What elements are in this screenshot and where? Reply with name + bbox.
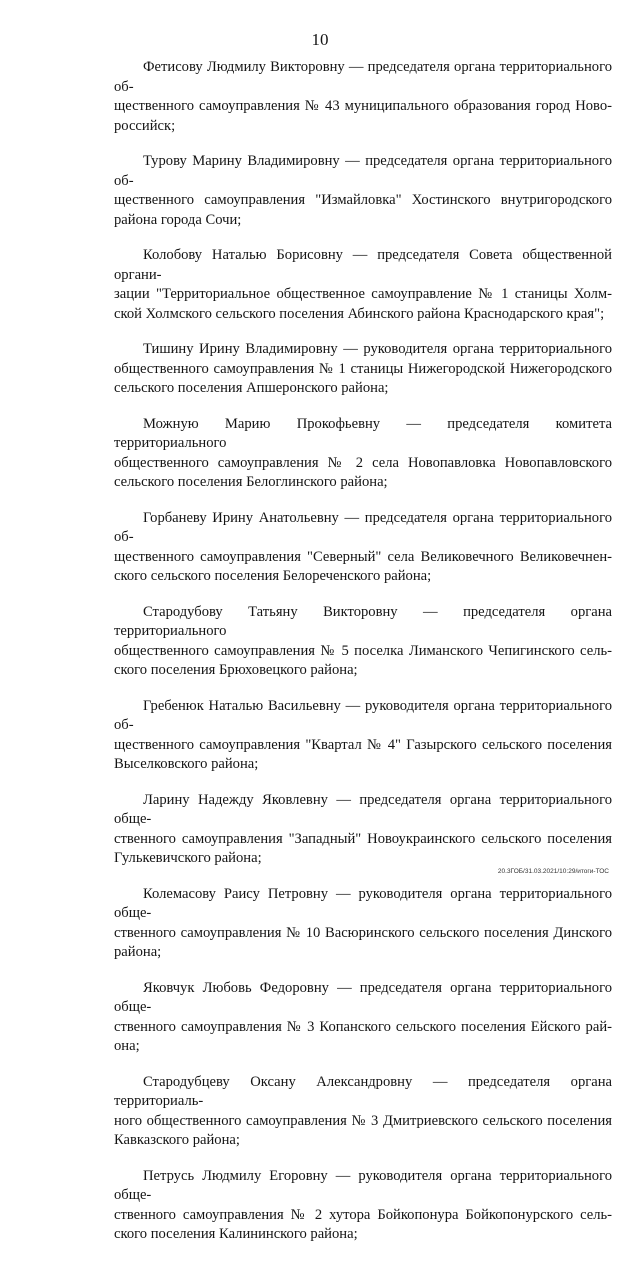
entry-line: Ларину Надежду Яковлевну — председателя органа территориального обще- <box>114 791 612 827</box>
entry-line: Турову Марину Владимировну — председателя органа территориального об- <box>114 153 612 189</box>
entry-line: ственного самоуправления № 3 Копанского сельского поселения Ейского рай- <box>114 1018 612 1035</box>
award-entry <box>114 697 612 775</box>
entry-line: ного общественного самоуправления № 3 Дмитриевского сельского поселения <box>114 1112 612 1129</box>
entry-line: Колемасову Раису Петровну — руководителя органа территориального обще- <box>114 885 612 921</box>
entry-line: Тишину Ирину Владимировну — руководителя органа территориального <box>143 341 612 357</box>
entry-line: Фетисову Людмилу Викторовну — председателя органа территориального об- <box>114 59 612 95</box>
entry-line: Стародубцеву Оксану Александровну — председателя органа территориаль- <box>114 1073 612 1109</box>
award-entry <box>114 1073 612 1151</box>
entry-line: ской Холмского сельского поселения Абинского района Краснодарского края"; <box>114 305 605 322</box>
page-number: 10 <box>311 30 329 49</box>
document-footer-code: 20.3ГОБ/31.03.2021/10:29/итоги-ТОС <box>497 868 609 875</box>
award-entry <box>114 1167 612 1245</box>
award-entry <box>114 979 612 1057</box>
entry-line: Выселковского района; <box>114 756 259 772</box>
entry-line: Гулькевичского района; <box>114 850 262 866</box>
entry-line: российск; <box>114 117 176 134</box>
award-entry <box>114 152 612 230</box>
entry-line: щественного самоуправления "Измайловка" Хостинского внутригородского <box>114 192 612 208</box>
entry-line: ского поселения Брюховецкого района; <box>114 662 358 678</box>
entry-line: Колобову Наталью Борисовну — председателя Совета общественной органи- <box>114 247 612 283</box>
entry-line: сельского поселения Апшеронского района; <box>114 380 389 396</box>
entry-line: ственного самоуправления № 2 хутора Бойкопонура Бойкопонурского сель- <box>114 1206 612 1223</box>
entry-line: Кавказского района; <box>114 1132 240 1148</box>
entry-line: ственного самоуправления "Западный" Новоукраинского сельского поселения <box>114 830 612 847</box>
entry-line: района города Сочи; <box>114 211 242 228</box>
award-entry <box>114 603 612 681</box>
entry-line: ского поселения Калининского района; <box>114 1226 358 1242</box>
entry-line: щественного самоуправления № 43 муниципального образования город Ново- <box>114 98 612 114</box>
entry-line: зации "Территориальное общественное самоуправление № 1 станицы Холм- <box>114 286 612 302</box>
award-entry <box>114 58 612 136</box>
entry-line: ского сельского поселения Белореченского района; <box>114 568 432 584</box>
entry-line: она; <box>114 1038 140 1054</box>
award-entry <box>114 415 612 493</box>
entry-line: района; <box>114 944 162 960</box>
award-entry <box>114 246 612 324</box>
entry-line: Гребенюк Наталью Васильевну — руководителя органа территориального об- <box>114 697 612 733</box>
entry-line: общественного самоуправления № 2 села Новопавловка Новопавловского <box>114 454 612 471</box>
entry-line: общественного самоуправления № 1 станицы Нижегородской Нижегородского <box>114 360 612 377</box>
award-entry <box>114 791 612 869</box>
award-entry <box>114 509 612 587</box>
entry-line: Можную Марию Прокофьевну — председателя комитета территориального <box>114 415 612 451</box>
award-entry <box>114 885 612 963</box>
entry-line: ственного самоуправления № 10 Васюринского сельского поселения Динского <box>114 924 612 941</box>
entry-line: щественного самоуправления "Квартал № 4" Газырского сельского поселения <box>114 736 612 753</box>
document-body <box>114 58 612 1261</box>
entry-line: Горбаневу Ирину Анатольевну — председателя органа территориального об- <box>114 509 612 545</box>
entry-line: щественного самоуправления "Северный" села Великовечного Великовечнен- <box>114 548 612 565</box>
entry-line: Стародубову Татьяну Викторовну — председателя органа территориального <box>114 603 612 639</box>
entry-line: сельского поселения Белоглинского района; <box>114 474 388 490</box>
entry-line: Яковчук Любовь Федоровну — председателя органа территориального обще- <box>114 979 612 1015</box>
award-entry <box>114 340 612 399</box>
entry-line: общественного самоуправления № 5 поселка Лиманского Чепигинского сель- <box>114 642 612 659</box>
entry-line: Петрусь Людмилу Егоровну — руководителя органа территориального обще- <box>114 1167 612 1203</box>
